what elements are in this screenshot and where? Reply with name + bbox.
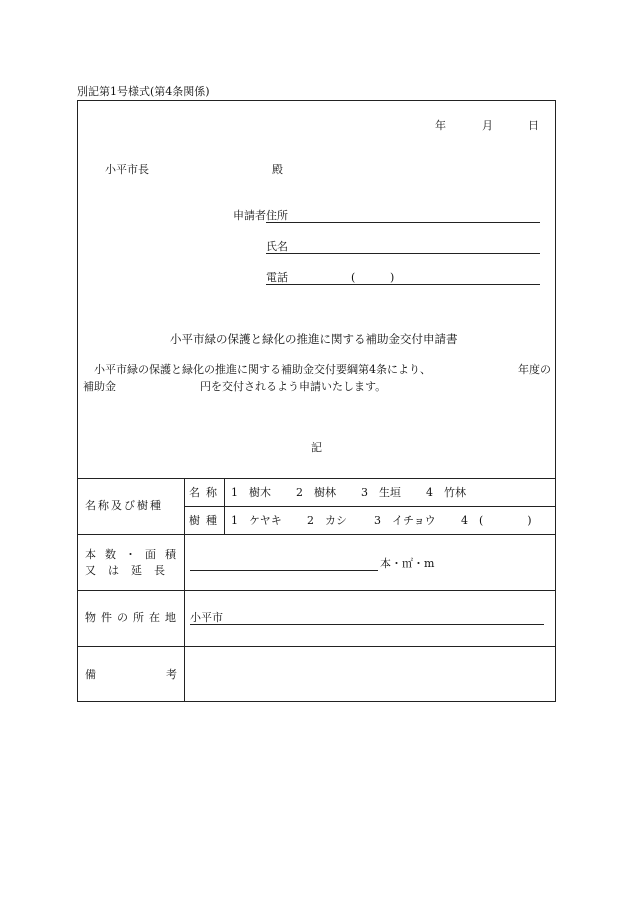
species-option-3[interactable]: 3 イチョウ bbox=[374, 514, 436, 527]
applicant-phone-label: 電話 bbox=[266, 271, 288, 284]
sub-species-label bbox=[189, 515, 223, 526]
sub-name-label-text: 名称 bbox=[189, 486, 223, 499]
applicant-address-label: 住所 bbox=[266, 209, 288, 222]
name-option-3[interactable]: 3 生垣 bbox=[361, 486, 401, 499]
row4-label-left: 備 bbox=[85, 668, 96, 681]
addressee-honorific: 殿 bbox=[272, 163, 283, 176]
quantity-field[interactable] bbox=[190, 570, 378, 571]
row2-label-line1: 本数・面積 bbox=[85, 548, 185, 561]
row3-label: 物件の所在地 bbox=[85, 611, 181, 624]
row2-unit: 本・㎡・m bbox=[380, 557, 435, 570]
applicant-name-label: 氏名 bbox=[266, 240, 288, 253]
table-label-column-divider bbox=[184, 478, 185, 702]
sub-name-label bbox=[189, 486, 223, 499]
name-option-1[interactable]: 1 樹木 bbox=[231, 486, 271, 499]
row4-label-right: 考 bbox=[166, 668, 177, 681]
table-row-divider-1 bbox=[77, 534, 556, 535]
row3-value: 小平市 bbox=[190, 611, 223, 624]
name-field[interactable] bbox=[266, 253, 540, 254]
phone-paren-close: ) bbox=[390, 271, 395, 284]
phone-field[interactable] bbox=[266, 284, 540, 285]
row2-label-line2: 又は延長 bbox=[85, 564, 177, 577]
species-option-2[interactable]: 2 カシ bbox=[307, 514, 347, 527]
species-option-1[interactable]: 1 ケヤキ bbox=[231, 514, 282, 527]
location-field[interactable] bbox=[190, 624, 544, 625]
table-row-divider-3 bbox=[77, 646, 556, 647]
name-option-2[interactable]: 2 樹林 bbox=[296, 486, 336, 499]
table-sublabel-column-divider bbox=[224, 478, 225, 534]
body-line2-start: 補助金 bbox=[83, 380, 116, 393]
table-top-border bbox=[77, 478, 556, 479]
date-year-label: 年 bbox=[435, 119, 446, 132]
species-option-4[interactable]: 4 ( ) bbox=[461, 514, 532, 527]
document-title: 小平市緑の保護と緑化の推進に関する補助金交付申請書 bbox=[170, 332, 458, 346]
body-line1-end: 年度の bbox=[518, 363, 551, 376]
name-option-4[interactable]: 4 竹林 bbox=[426, 486, 466, 499]
sub-species-label-text: 樹種 bbox=[189, 514, 223, 527]
phone-paren-open: ( bbox=[351, 271, 356, 284]
date-month-label: 月 bbox=[482, 119, 493, 132]
address-field[interactable] bbox=[266, 222, 540, 223]
form-label: 別記第1号様式(第4条関係) bbox=[77, 85, 210, 98]
row1-label: 名称及び樹種 bbox=[85, 499, 163, 512]
table-row-divider-2 bbox=[77, 590, 556, 591]
applicant-label: 申請者 bbox=[233, 209, 266, 222]
date-day-label: 日 bbox=[528, 119, 539, 132]
remarks-field[interactable] bbox=[190, 652, 550, 696]
ki-heading: 記 bbox=[311, 441, 322, 454]
table-subrow-divider bbox=[184, 506, 556, 507]
body-line1-start: 小平市緑の保護と緑化の推進に関する補助金交付要綱第4条により、 bbox=[94, 363, 431, 376]
body-line2-end: 円を交付されるよう申請いたします。 bbox=[200, 380, 387, 393]
addressee-name: 小平市長 bbox=[105, 163, 149, 176]
